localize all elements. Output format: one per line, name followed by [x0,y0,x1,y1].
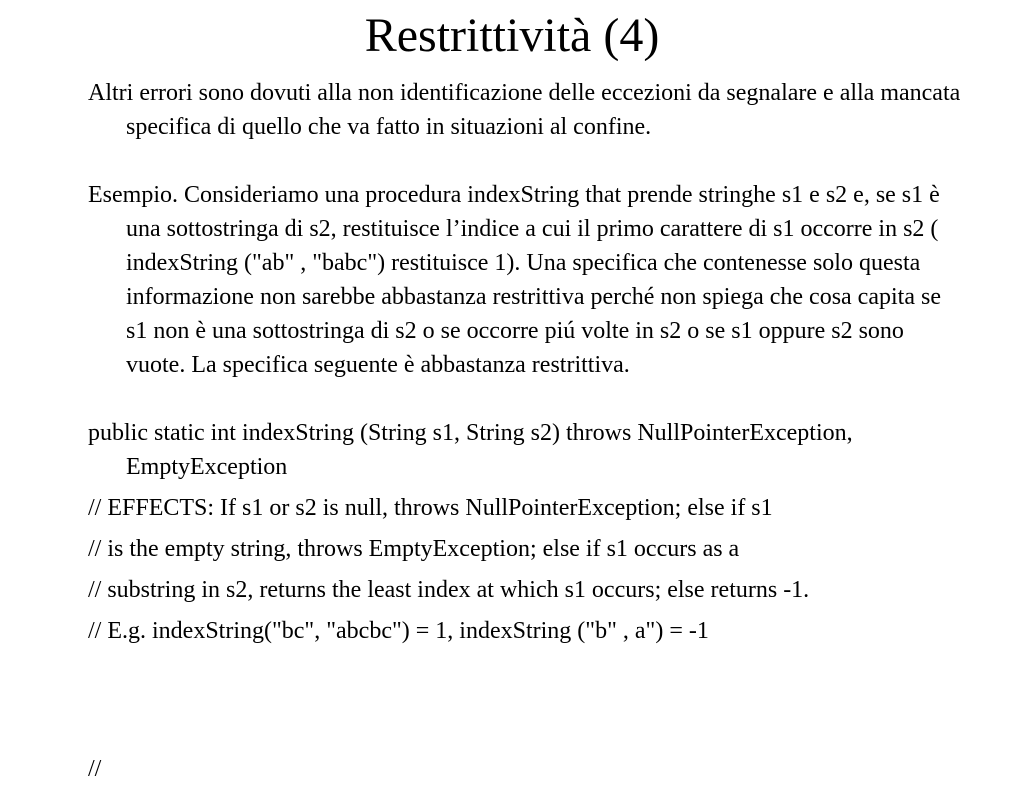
slide-title: Restrittività (4) [364,9,660,62]
trailing-comment-line: // [88,756,102,782]
comment-line: // EFFECTS: If s1 or s2 is null, throws NullPointerException; else if s1 [88,495,773,521]
comment-line: // substring in s2, returns the least index at which s1 occurs; else returns -1. [88,577,810,603]
comment-line: // E.g. indexString("bc", "abcbc") = 1, indexString ("b" , a") = -1 [88,618,709,644]
paragraph-errors: Altri errori sono dovuti alla non identificazione delle eccezioni da segnalare e alla mancata specifica di quello che va fatto in situazioni al confine. [88,80,961,140]
slide-body [88,76,968,655]
method-signature: public static int indexString (String s1, String s2) throws NullPointerException, EmptyException [88,420,853,480]
paragraph-example: Esempio. Consideriamo una procedura indexString that prende stringhe s1 e s2 e, se s1 è una sottostringa di s2, restituisce l’indice a cui il primo carattere di s1 occorre in s2 ( indexString ("ab" , "babc") restituisce 1). Una specifica che contenesse solo questa informazione non sarebbe abbastanza restrittiva perché non spiega che cosa capita se s1 non è una sottostringa di s2 o se occorre piú volte in s2 o se s1 oppure s2 sono vuote. La specifica seguente è abbastanza restrittiva. [88,182,941,378]
comment-line: // is the empty string, throws EmptyException; else if s1 occurs as a [88,536,740,562]
